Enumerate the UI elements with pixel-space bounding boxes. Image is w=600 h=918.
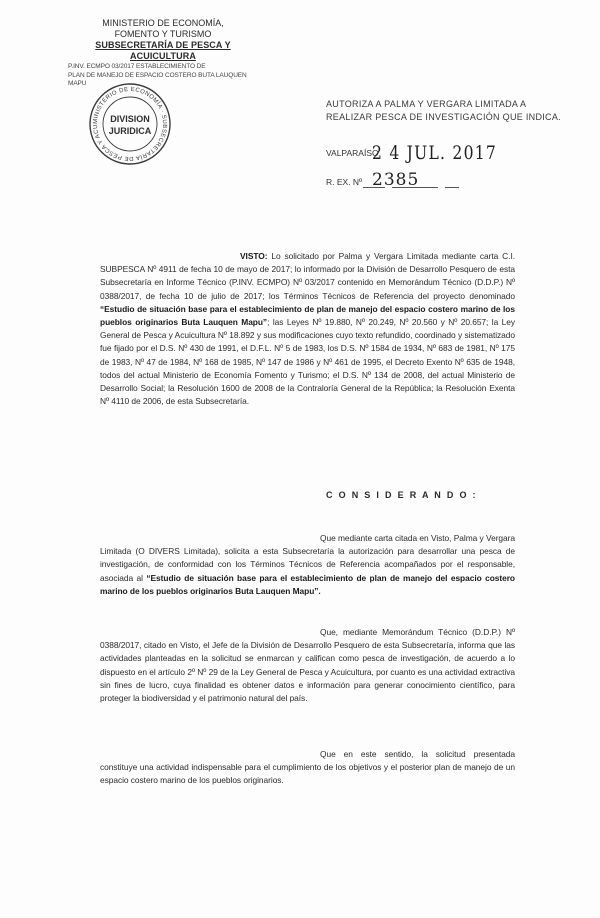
reference-line1: P.INV. ECMPO 03/2017 ESTABLECIMIENTO DE [68,63,206,70]
rex-number: 2385 [372,170,420,190]
para3-text: Que en este sentido, la solicitud presentada constituye una actividad indispensable para el cumplimiento de los objetivos y el posterior plan de manejo de un espacio costero marino de los pueblos originarios. [100,749,515,786]
place-label: VALPARAÍSO, [326,148,381,158]
stamp-center-line1: DIVISION [110,114,150,124]
visto-project-title: “Estudio de situación base para el establecimiento de plan de manejo del espacio costero marino de los pueblos originarios Buta Lauquen Mapu” [100,303,515,328]
visto-text-part1: Lo solicitado por Palma y Vergara Limitada mediante carta C.I. SUBPESCA Nº 4911 de fecha 10 de mayo de 2017; lo informado por la División de Desarrollo Pesquero de esta Subsecretaría en Informe Técnico (P.INV. ECMPO) Nº 03/2017 contenido en Memorándum Técnico (D.D.P.) Nº 0388/2017, de fecha 10 de julio de 2017; los Términos Técnicos de Referencia del proyecto denominado [100,251,515,301]
rex-underline-2 [392,187,438,188]
letterhead [68,18,258,88]
para1-project-title: “Estudio de situación base para el establecimiento de plan de manejo del espacio costero marino de los pueblos originarios Buta Lauquen Mapu”. [100,572,515,596]
visto-label: VISTO: [240,251,268,261]
rex-label: R. EX. Nº [326,177,363,187]
visto-paragraph [100,250,515,408]
ministry-name-line2: FOMENTO Y TURISMO [114,29,212,39]
ministry-name-line1: MINISTERIO DE ECONOMÍA, [102,18,224,28]
reference-line2: PLAN DE MANEJO DE ESPACIO COSTERO BUTA LAUQUEN MAPU [68,72,247,87]
resolution-subject: AUTORIZA A PALMA Y VERGARA LIMITADA A REALIZAR PESCA DE INVESTIGACIÓN QUE INDICA. [326,99,561,122]
considerando-paragraph-1 [100,532,515,598]
undersecretariat-name: SUBSECRETARÍA DE PESCA Y ACUICULTURA [95,40,231,61]
visto-text-part2: ; las Leyes Nº 19.880, Nº 20.249, Nº 20.560 y Nº 20.657; la Ley General de Pesca y Acuicultura Nº 18.892 y sus modificaciones cuyo texto refundido, coordinado y sistematizado fue fijado por el D.S. Nº 430 de 1991, el D.F.L. Nº 5 de 1983, los D.S. Nº 1584 de 1934, Nº 683 de 1981, Nº 175 de 1983, Nº 47 de 1984, Nº 168 de 1985, Nº 147 de 1986 y Nº 461 de 1995, el Decreto Exento Nº 635 de 1948, todos del actual Ministerio de Economía Fomento y Turismo; el D.S. Nº 134 de 2008, del actual Ministerio de Desarrollo Social; la Resolución 1600 de 2008 de la Contraloría General de la República; la Resolución Exenta Nº 4110 de 2006, de esta Subsecretaría. [100,317,515,407]
considerando-paragraph-2 [100,626,515,705]
stamp-center-line2: JURIDICA [108,126,152,136]
para2-text: Que, mediante Memorándum Técnico (D.D.P.) Nº 0388/2017, citado en Visto, el Jefe de la División de Desarrollo Pesquero de esta Subsecretaría, informa que las actividades planteadas en la solicitud se enmarcan y califican como pesca de investigación, de acuerdo a lo dispuesto en el artículo 2º Nº 29 de la Ley General de Pesca y Acuicultura, por cuanto es una actividad extractiva sin fines de lucro, cuya finalidad es obtener datos e información para generar conocimiento científico, para proteger la biodiversidad y el patrimonio natural del país. [100,627,515,704]
rex-underline-1 [363,187,385,188]
stamp-seal-icon [88,82,172,166]
division-juridica-stamp [88,82,172,166]
considerando-paragraph-3 [100,748,515,788]
rex-underline-3 [445,187,459,188]
handwritten-date: 2 4 JUL. 2017 [372,142,497,164]
para1-text: Que mediante carta citada en Visto, Palma y Vergara Limitada (O DIVERS Limitada), solicita a esta Subsecretaría la autorización para desarrollar una pesca de investigación, de conformidad con los Términos Técnicos de Referencia acompañados por el responsable, asociada al [100,533,515,583]
considerando-heading: C O N S I D E R A N D O : [326,490,478,500]
stamp-ring-text: MINISTERIO DE ECONOMÍA · SUBSECRETARÍA DE PESCA Y ACU [92,86,168,162]
